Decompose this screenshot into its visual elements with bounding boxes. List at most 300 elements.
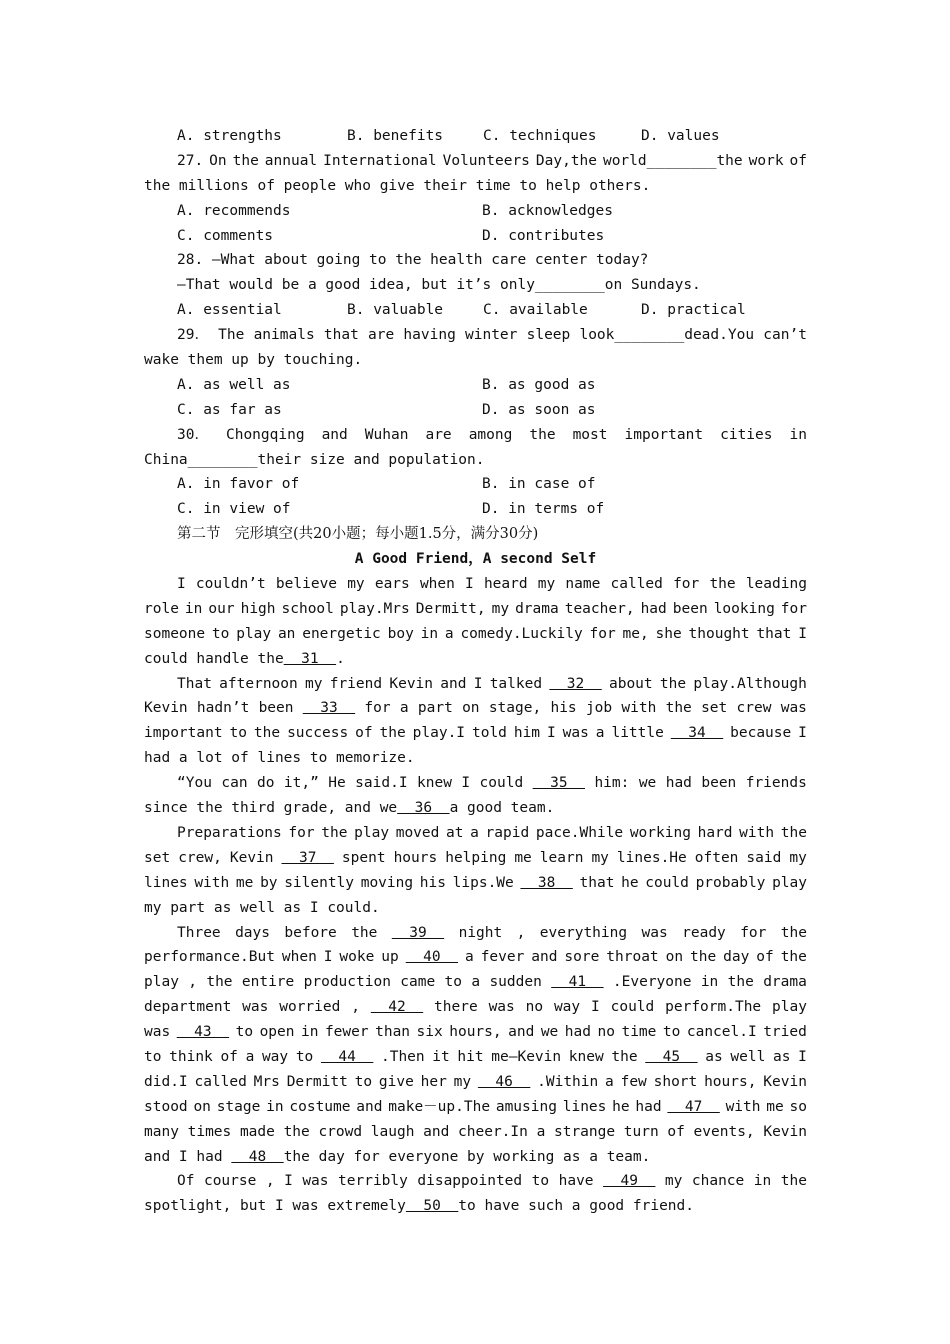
passage-text: . <box>336 650 345 667</box>
passage-text: the day for everyone by working as a team. <box>283 1148 651 1165</box>
word: on <box>665 949 684 966</box>
q29-options-cd <box>144 398 807 423</box>
word: it <box>432 1048 450 1065</box>
word: sleep <box>526 327 571 344</box>
word: pace.While <box>535 824 624 841</box>
word: an <box>277 625 296 642</box>
passage-line <box>144 647 807 672</box>
q29-option-a: A. as well as <box>177 376 291 393</box>
q30-option-a: A. in favor of <box>177 476 300 493</box>
word: annual <box>264 152 318 169</box>
word: to <box>531 1173 550 1190</box>
word: her <box>420 1073 447 1090</box>
word: been <box>672 600 708 617</box>
word: no <box>525 999 544 1016</box>
word: me <box>766 1098 784 1115</box>
word: for <box>288 824 315 841</box>
q29-stem-line1 <box>144 323 807 348</box>
passage-line: my part as well as I could. <box>144 899 380 916</box>
word: for <box>589 625 616 642</box>
q30-options-cd <box>144 497 807 522</box>
word: at <box>446 824 464 841</box>
q26-options <box>144 124 807 149</box>
word: with <box>194 874 230 891</box>
word: him: <box>594 775 630 792</box>
word: in <box>420 625 439 642</box>
word: was <box>242 999 269 1016</box>
word: Dermitt <box>286 1073 348 1090</box>
word: was <box>144 1024 171 1041</box>
word: a <box>399 700 409 717</box>
word: rapid <box>485 824 530 841</box>
blank-40[interactable]: 40 <box>405 949 459 966</box>
word: open <box>259 1024 295 1041</box>
word: to <box>662 1024 681 1041</box>
word: the <box>253 725 281 742</box>
blank-37[interactable]: 37 <box>281 849 334 866</box>
word: before <box>284 924 337 941</box>
word: stage <box>216 1098 261 1115</box>
blank-42[interactable]: 42 <box>370 999 424 1016</box>
word: a <box>536 1123 546 1140</box>
word: cities <box>720 426 773 443</box>
word: helping <box>445 849 507 866</box>
passage-line <box>144 1169 807 1194</box>
word: with <box>621 700 657 717</box>
word: said.I <box>355 775 408 792</box>
blank-34[interactable]: 34 <box>670 725 724 742</box>
word: had <box>665 775 692 792</box>
word: was <box>780 700 807 717</box>
word: work <box>748 152 784 169</box>
passage-line <box>144 995 807 1020</box>
word: I <box>546 725 556 742</box>
word: and <box>508 1024 535 1041</box>
word: ready <box>682 924 726 941</box>
word: On <box>209 152 227 169</box>
q26-option-c: C. techniques <box>483 128 597 144</box>
word: crew, <box>178 849 222 866</box>
passage-line <box>144 1045 807 1070</box>
word: Kevin <box>144 700 188 717</box>
word: the <box>321 824 348 841</box>
blank-31[interactable]: 31 <box>283 650 337 667</box>
word: give <box>378 1073 414 1090</box>
word: Preparations <box>177 824 282 841</box>
passage-line <box>144 846 807 871</box>
word: talked <box>489 675 543 692</box>
word: the <box>529 426 556 443</box>
word: Of <box>177 1173 195 1190</box>
word: lines <box>144 874 188 891</box>
word: drama <box>515 600 559 617</box>
passage-line <box>144 1194 807 1219</box>
word: when <box>281 949 317 966</box>
blank-36[interactable]: 36 <box>397 800 450 817</box>
word: worried <box>279 999 341 1016</box>
word: days <box>235 924 270 941</box>
word: do <box>257 775 275 792</box>
word: boy <box>387 625 414 642</box>
word: with <box>739 824 775 841</box>
word: I <box>177 576 186 593</box>
word: could <box>610 999 655 1016</box>
word: little <box>611 725 664 742</box>
word: important <box>624 426 704 443</box>
word: the <box>780 1173 807 1190</box>
word: night <box>458 924 503 941</box>
word: for <box>740 924 767 941</box>
word: it,” <box>283 775 319 792</box>
word: looking <box>713 600 775 617</box>
word: my <box>537 576 556 593</box>
word: 27. <box>177 152 204 169</box>
blank-48[interactable]: 48 <box>231 1148 284 1165</box>
word: to <box>444 974 463 991</box>
word: was <box>641 924 668 941</box>
word: the <box>709 576 736 593</box>
passage-line <box>144 1070 807 1095</box>
q27-option-b: B. acknowledges <box>482 202 613 219</box>
word: thought <box>688 625 750 642</box>
word: well <box>730 1048 766 1065</box>
word: to <box>354 1073 373 1090</box>
word: and <box>356 1098 383 1115</box>
word: for <box>673 576 700 593</box>
passage-text: spotlight, but I was extremely <box>144 1198 406 1215</box>
word: had <box>640 600 667 617</box>
word: energetic <box>302 625 381 642</box>
word: to <box>144 1048 162 1065</box>
word: my <box>789 849 807 866</box>
word: was <box>488 999 515 1016</box>
word: I <box>798 625 807 642</box>
word: I <box>461 775 471 792</box>
word: no <box>597 1024 615 1041</box>
word: day <box>723 949 750 966</box>
word: the <box>611 1048 638 1065</box>
word: the <box>351 924 378 941</box>
word: often <box>694 849 739 866</box>
word: play.Although <box>693 675 807 692</box>
word: afternoon <box>219 675 298 692</box>
passage-line: had a lot of lines to memorize. <box>144 750 415 767</box>
word: silently <box>284 874 355 891</box>
blank-47[interactable]: 47 <box>667 1098 720 1115</box>
word: she <box>655 625 682 642</box>
q27-stem-line2: the millions of people who give their time to help others. <box>144 177 651 194</box>
word: a <box>444 625 454 642</box>
blank-35[interactable]: 35 <box>532 775 586 792</box>
word: Kevin <box>763 1123 807 1140</box>
word: cancel.I <box>686 1024 757 1041</box>
word: most <box>572 426 608 443</box>
word: heard <box>483 576 528 593</box>
word: Kevin <box>763 1073 807 1090</box>
word: spent <box>341 849 386 866</box>
word: Volunteers <box>442 152 530 169</box>
word: on <box>193 1098 211 1115</box>
q30-option-d: D. in terms of <box>482 501 605 518</box>
word: on <box>462 700 480 717</box>
passage-line <box>144 796 807 821</box>
word: world________the <box>602 152 743 169</box>
word: Day,the <box>535 152 597 169</box>
word: than <box>375 1024 411 1041</box>
word: department <box>144 999 232 1016</box>
word: play <box>772 999 807 1016</box>
word: play <box>236 625 272 642</box>
word: called <box>194 1073 247 1090</box>
blank-38[interactable]: 38 <box>520 874 573 891</box>
word: teacher, <box>564 600 635 617</box>
q28-option-d: D. practical <box>641 302 746 319</box>
word: are <box>425 426 452 443</box>
word: as <box>772 1048 791 1065</box>
word: crowd <box>318 1123 363 1140</box>
word: his <box>550 700 577 717</box>
passage-line <box>144 821 807 846</box>
q28-stem-line1: 28. —What about going to the health care center today? <box>177 252 649 269</box>
word: of <box>220 1048 238 1065</box>
word: , <box>188 974 197 991</box>
passage-text: a good team. <box>449 800 555 817</box>
exam-page <box>144 124 807 1219</box>
word: course <box>203 1173 257 1190</box>
word: laugh <box>370 1123 415 1140</box>
blank-43[interactable]: 43 <box>176 1024 230 1041</box>
word: play <box>772 874 807 891</box>
word: .Then <box>380 1048 425 1065</box>
word: knew <box>568 1048 604 1065</box>
passage-title: A Good Friend，A second Self <box>354 551 597 568</box>
word: I <box>473 675 483 692</box>
word: when <box>419 576 455 593</box>
word: way <box>261 1048 289 1065</box>
word: believe <box>275 576 338 593</box>
word: to <box>229 725 247 742</box>
word: he <box>621 874 639 891</box>
word: disappointed <box>417 1173 523 1190</box>
word: my <box>491 600 510 617</box>
word: working <box>629 824 691 841</box>
blank-46[interactable]: 46 <box>477 1073 531 1090</box>
word: of <box>789 152 807 169</box>
word: and <box>423 1123 450 1140</box>
word: success <box>287 725 349 742</box>
word: can <box>221 775 248 792</box>
q30-option-b: B. in case of <box>482 476 596 493</box>
q30-options-ab <box>144 472 807 497</box>
q26-option-b: B. benefits <box>347 128 444 144</box>
word: we <box>540 1024 559 1041</box>
word: told <box>471 725 507 742</box>
word: our <box>208 600 235 617</box>
word: Kevin <box>389 675 434 692</box>
q28-stem-line2: —That would be a good idea, but it’s only________on Sundays. <box>177 277 701 294</box>
word: time <box>621 1024 657 1041</box>
passage-text: could handle the <box>144 650 284 667</box>
word: made <box>239 1123 275 1140</box>
word: did.I <box>144 1073 188 1090</box>
word: I <box>798 725 807 742</box>
word: Mrs <box>253 1073 280 1090</box>
word: up <box>381 949 399 966</box>
word: a <box>470 824 479 841</box>
word: hours, <box>704 1073 757 1090</box>
word: with <box>725 1098 761 1115</box>
word: cheer.In <box>458 1123 528 1140</box>
word: play <box>144 974 179 991</box>
word: so <box>789 1098 807 1115</box>
q29-options-ab <box>144 373 807 398</box>
word: “You <box>177 775 212 792</box>
word: , <box>351 999 360 1016</box>
passage-line <box>144 771 807 796</box>
word: hit <box>457 1048 484 1065</box>
word: he <box>612 1098 630 1115</box>
word: called <box>610 576 663 593</box>
word: set <box>701 700 728 717</box>
word: probably <box>695 874 766 891</box>
q27-options-cd <box>144 224 807 249</box>
word: for <box>364 700 391 717</box>
word: in <box>789 426 807 443</box>
word: That <box>177 675 212 692</box>
word: the <box>665 700 692 717</box>
word: been <box>701 775 737 792</box>
word: leading <box>745 576 807 593</box>
word: the <box>379 725 406 742</box>
word: lips.We <box>452 874 514 891</box>
word: a <box>465 949 474 966</box>
word: I <box>798 1048 807 1065</box>
word: animals <box>253 327 315 344</box>
passage-line <box>144 572 807 597</box>
word: I <box>465 576 474 593</box>
q27-options-ab <box>144 199 807 224</box>
word: about <box>608 675 653 692</box>
word: couldn’t <box>195 576 266 593</box>
word: the <box>232 152 259 169</box>
q30-stem-line1 <box>144 423 807 448</box>
word: winter <box>465 327 518 344</box>
word: someone <box>144 625 206 642</box>
word: that <box>323 327 359 344</box>
blank-41[interactable]: 41 <box>551 974 604 991</box>
word: have <box>558 1173 594 1190</box>
word: make－up.The <box>388 1098 491 1115</box>
word: lines.He <box>616 849 687 866</box>
word: woke <box>339 949 375 966</box>
word: comedy.Luckily <box>460 625 583 642</box>
word: events, <box>693 1123 755 1140</box>
passage-line <box>144 1120 807 1145</box>
word: in <box>266 1098 284 1115</box>
word: and <box>531 949 558 966</box>
word: few <box>620 1073 647 1090</box>
passage-line <box>144 1020 807 1045</box>
word: way <box>553 999 581 1016</box>
word: my <box>305 675 323 692</box>
word: to <box>235 1024 254 1041</box>
word: in <box>300 1024 319 1041</box>
word: , <box>516 924 526 941</box>
blank-33[interactable]: 33 <box>302 700 356 717</box>
word: learn <box>539 849 584 866</box>
q29-option-b: B. as good as <box>482 376 596 393</box>
blank-45[interactable]: 45 <box>645 1048 698 1065</box>
word: school <box>281 600 334 617</box>
q30-option-c: C. in view of <box>177 501 291 518</box>
word: among <box>468 426 513 443</box>
word: part <box>417 700 453 717</box>
q28-option-b: B. valuable <box>347 302 444 319</box>
word: I <box>284 1173 293 1190</box>
blank-50[interactable]: 50 <box>405 1198 459 1215</box>
word: could <box>645 874 689 891</box>
word: sudden <box>489 974 542 991</box>
word: strange <box>553 1123 616 1140</box>
word: .Everyone <box>612 974 692 991</box>
word: drama <box>763 974 807 991</box>
word: performance.But <box>144 949 275 966</box>
passage-line <box>144 945 807 970</box>
word: many <box>144 1123 179 1140</box>
word: that <box>579 874 615 891</box>
word: are <box>368 327 395 344</box>
passage-line <box>144 622 807 647</box>
word: the <box>780 824 807 841</box>
word: of <box>355 725 373 742</box>
word: entire <box>241 974 295 991</box>
word: look________dead.You <box>579 327 755 344</box>
word: me <box>235 874 254 891</box>
q29-option-c: C. as far as <box>177 401 282 418</box>
blank-44[interactable]: 44 <box>320 1048 374 1065</box>
word: sore <box>564 949 600 966</box>
word: production <box>303 974 391 991</box>
word: my <box>453 1073 472 1090</box>
word: hadn’t <box>196 700 250 717</box>
blank-39[interactable]: 39 <box>391 924 445 941</box>
q27-option-d: D. contributes <box>482 227 605 244</box>
blank-32[interactable]: 32 <box>549 675 602 692</box>
word: crew <box>736 700 772 717</box>
passage-line <box>144 1095 807 1120</box>
word: for <box>780 600 807 617</box>
word: in <box>700 974 719 991</box>
word: play.I <box>412 725 466 742</box>
word: He <box>328 775 346 792</box>
word: there <box>434 999 478 1016</box>
blank-49[interactable]: 49 <box>603 1173 656 1190</box>
word: his <box>419 874 446 891</box>
q27-option-c: C. comments <box>177 227 274 244</box>
word: job <box>585 700 613 717</box>
word: terribly <box>338 1173 408 1190</box>
word: amusing <box>495 1098 557 1115</box>
word: because <box>730 725 792 742</box>
passage-line <box>144 1145 807 1170</box>
section-heading: 第二节 完形填空(共20小题；每小题1.5分，满分30分) <box>177 526 539 543</box>
passage-text: and I had <box>144 1148 232 1165</box>
word: knew <box>417 775 452 792</box>
word: had <box>635 1098 662 1115</box>
word: set <box>144 849 171 866</box>
word: by <box>260 874 278 891</box>
word: could <box>479 775 524 792</box>
